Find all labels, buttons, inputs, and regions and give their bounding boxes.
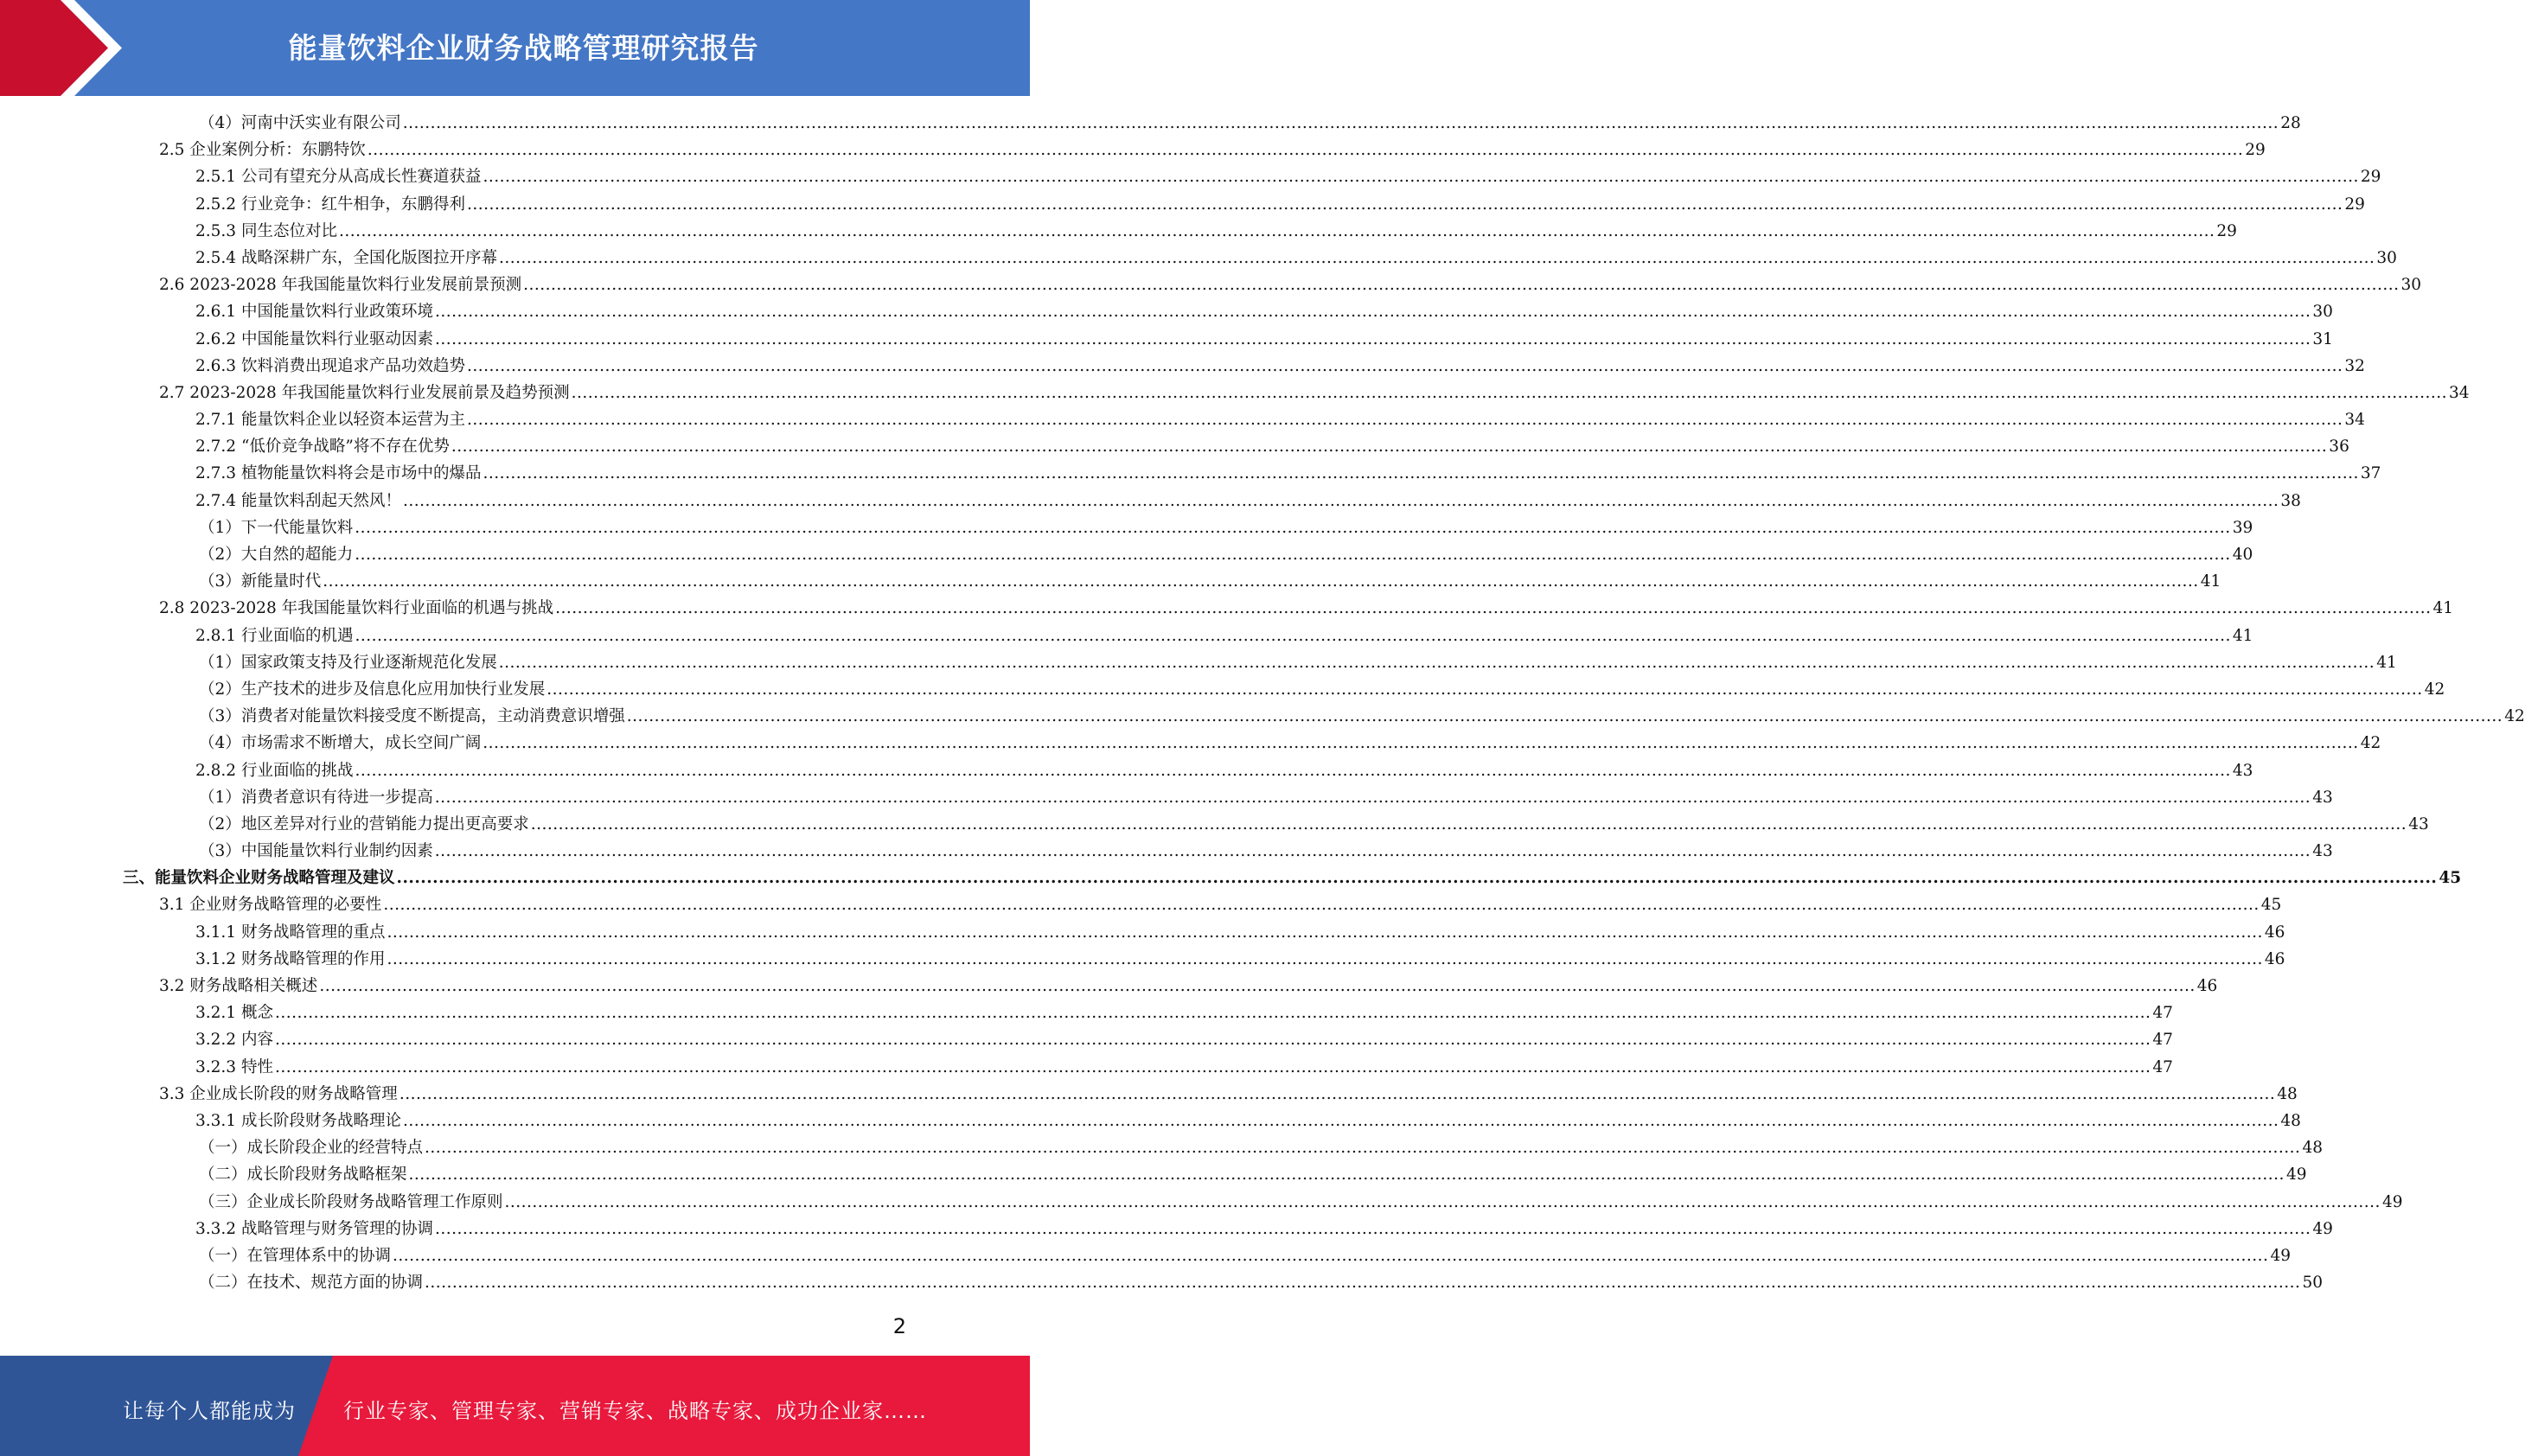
toc-entry-title: （2）生产技术的进步及信息化应用加快行业发展 xyxy=(199,680,546,699)
toc-leader-dots xyxy=(435,326,2311,353)
toc-entry[interactable] xyxy=(0,623,2253,649)
toc-entry[interactable] xyxy=(0,380,2470,406)
toc-leader-dots xyxy=(387,919,2262,946)
toc-entry[interactable] xyxy=(0,1026,2173,1053)
toc-entry-page: 41 xyxy=(2376,653,2397,672)
toc-entry[interactable] xyxy=(0,163,2381,190)
toc-entry-title: （3）消费者对能量饮料接受度不断提高，主动消费意识增强 xyxy=(199,707,625,726)
toc-leader-dots xyxy=(523,271,2399,298)
toc-entry-page: 42 xyxy=(2504,707,2525,726)
toc-entry-title: 2.6.3 饮料消费出现追求产品功效趋势 xyxy=(195,356,465,375)
toc-entry-page: 29 xyxy=(2344,195,2365,214)
toc-leader-dots xyxy=(355,514,2230,541)
toc-leader-dots xyxy=(383,891,2259,918)
toc-leader-dots xyxy=(339,218,2215,245)
toc-leader-dots xyxy=(499,245,2375,271)
toc-entry[interactable] xyxy=(0,137,2266,163)
toc-entry-page: 49 xyxy=(2381,1192,2403,1211)
toc-leader-dots xyxy=(355,757,2230,784)
toc-entry[interactable] xyxy=(0,460,2381,487)
toc-entry-page: 29 xyxy=(2216,221,2237,240)
toc-entry-page: 30 xyxy=(2312,303,2333,322)
toc-leader-dots xyxy=(435,298,2311,325)
toc-entry[interactable] xyxy=(0,271,2422,298)
toc-entry-page: 43 xyxy=(2232,761,2253,780)
toc-leader-dots xyxy=(451,433,2327,460)
toc-leader-dots xyxy=(435,838,2311,865)
toc-entry[interactable] xyxy=(0,676,2445,703)
toc-entry-page: 31 xyxy=(2312,329,2333,348)
toc-entry[interactable] xyxy=(0,218,2237,245)
toc-entry-title: 2.6 2023-2028 年我国能量饮料行业发展前景预测 xyxy=(159,276,522,295)
toc-entry-title: 3.2 财务战略相关概述 xyxy=(159,977,318,995)
toc-leader-dots xyxy=(403,1108,2279,1134)
toc-leader-dots xyxy=(499,649,2375,676)
toc-leader-dots xyxy=(355,541,2230,568)
toc-entry-title: （2）地区差异对行业的营销能力提出更高要求 xyxy=(199,814,529,833)
toc-entry-page: 47 xyxy=(2152,1057,2173,1076)
toc-entry-page: 42 xyxy=(2424,680,2445,699)
toc-entry[interactable] xyxy=(0,326,2333,353)
toc-leader-dots xyxy=(572,380,2447,406)
toc-entry[interactable] xyxy=(0,1081,2298,1108)
toc-entry[interactable] xyxy=(0,1189,2403,1216)
toc-entry[interactable] xyxy=(0,514,2253,541)
toc-entry-page: 43 xyxy=(2312,842,2333,861)
toc-entry[interactable] xyxy=(0,353,2365,380)
toc-entry-title: （3）中国能量饮料行业制约因素 xyxy=(199,842,433,861)
toc-entry-page: 48 xyxy=(2302,1139,2323,1158)
toc-entry-title: 2.6.2 中国能量饮料行业驱动因素 xyxy=(195,329,433,348)
toc-entry-title: 3.3.1 成长阶段财务战略理论 xyxy=(195,1111,401,1130)
toc-entry-page: 46 xyxy=(2264,923,2285,942)
toc-entry-title: 3.1 企业财务战略管理的必要性 xyxy=(159,896,382,915)
toc-leader-dots xyxy=(435,784,2311,811)
toc-entry-page: 42 xyxy=(2360,734,2381,753)
report-title: 能量饮料企业财务战略管理研究报告 xyxy=(288,31,759,65)
toc-entry-page: 47 xyxy=(2152,1031,2173,1050)
toc-entry-title: 2.8 2023-2028 年我国能量饮料行业面临的机遇与挑战 xyxy=(159,599,554,618)
toc-entry[interactable] xyxy=(0,110,2301,137)
toc-entry-title: 2.5 企业案例分析：东鹏特饮 xyxy=(159,141,366,160)
toc-entry[interactable] xyxy=(0,541,2253,568)
toc-entry-page: 38 xyxy=(2280,491,2301,510)
toc-entry-page: 47 xyxy=(2152,1004,2173,1023)
toc-leader-dots xyxy=(425,1134,2300,1161)
toc-entry-page: 41 xyxy=(2200,572,2221,591)
toc-entry[interactable] xyxy=(0,1269,2323,1296)
toc-entry[interactable] xyxy=(0,946,2285,973)
toc-entry[interactable] xyxy=(0,999,2173,1026)
toc-leader-dots xyxy=(555,595,2431,622)
toc-entry-title: 3.1.2 财务战略管理的作用 xyxy=(195,949,386,968)
toc-entry[interactable] xyxy=(0,488,2301,514)
toc-entry-title: 3.2.3 特性 xyxy=(195,1057,273,1076)
toc-leader-dots xyxy=(275,1026,2151,1053)
toc-entry[interactable] xyxy=(0,1216,2333,1242)
toc-entry-title: （4）市场需求不断增大，成长空间广阔 xyxy=(199,734,482,753)
toc-entry-title: 2.5.4 战略深耕广东，全国化版图拉开序幕 xyxy=(195,248,497,267)
toc-entry-page: 36 xyxy=(2329,437,2349,457)
toc-entry-title: （1）下一代能量饮料 xyxy=(199,518,354,537)
toc-entry-page: 41 xyxy=(2232,626,2253,645)
toc-leader-dots xyxy=(275,999,2151,1026)
toc-entry-page: 32 xyxy=(2344,356,2365,375)
toc-entry-title: （2）大自然的超能力 xyxy=(199,546,354,564)
toc-leader-dots xyxy=(400,1081,2275,1108)
toc-entry-title: 3.3 企业成长阶段的财务战略管理 xyxy=(159,1084,398,1103)
toc-entry-page: 43 xyxy=(2312,788,2333,807)
toc-entry-page: 39 xyxy=(2232,518,2253,537)
toc-entry-page: 50 xyxy=(2302,1274,2323,1293)
toc-leader-dots xyxy=(483,460,2358,487)
toc-entry-page: 29 xyxy=(2360,168,2381,187)
toc-entry[interactable] xyxy=(0,730,2381,757)
toc-entry[interactable] xyxy=(0,568,2221,595)
toc-leader-dots xyxy=(319,973,2195,999)
toc-entry[interactable] xyxy=(0,1054,2173,1081)
toc-leader-dots xyxy=(425,1269,2300,1296)
toc-entry[interactable] xyxy=(0,1108,2301,1134)
toc-entry[interactable] xyxy=(0,703,2525,730)
toc-entry-page: 49 xyxy=(2285,1165,2307,1185)
toc-entry[interactable] xyxy=(0,973,2218,999)
toc-entry-page: 29 xyxy=(2245,141,2266,160)
toc-entry-title: 2.6.1 中国能量饮料行业政策环境 xyxy=(195,303,433,322)
page-footer xyxy=(0,1356,1030,1456)
toc-leader-dots xyxy=(483,730,2358,757)
toc-entry-title: （1）国家政策支持及行业逐渐规范化发展 xyxy=(199,653,497,672)
toc-entry[interactable] xyxy=(0,811,2429,838)
toc-leader-dots xyxy=(368,137,2243,163)
toc-leader-dots xyxy=(531,811,2407,838)
toc-leader-dots xyxy=(409,1161,2285,1188)
toc-entry-title: 3.1.1 财务战略管理的重点 xyxy=(195,923,386,942)
toc-entry-page: 30 xyxy=(2376,248,2397,267)
toc-entry-title: 2.7.3 植物能量饮料将会是市场中的爆品 xyxy=(195,464,482,483)
toc-leader-dots xyxy=(483,163,2358,190)
page-header xyxy=(0,0,1030,96)
toc-leader-dots xyxy=(323,568,2198,595)
toc-entry[interactable] xyxy=(0,191,2365,218)
toc-entry[interactable] xyxy=(0,406,2365,433)
footer-slogan-right: 行业专家、管理专家、营销专家、战略专家、成功企业家…… xyxy=(343,1399,927,1423)
toc-leader-dots xyxy=(467,191,2343,218)
toc-leader-dots xyxy=(403,488,2279,514)
toc-entry-page: 41 xyxy=(2432,599,2454,618)
toc-entry[interactable] xyxy=(0,1134,2323,1161)
toc-entry-title: 2.7.2 “低价竞争战略”将不存在优势 xyxy=(195,437,450,457)
toc-leader-dots xyxy=(467,406,2343,433)
toc-entry[interactable] xyxy=(0,919,2285,946)
toc-entry-title: （4）河南中沃实业有限公司 xyxy=(199,114,401,132)
toc-entry-title: 2.7 2023-2028 年我国能量饮料行业发展前景及趋势预测 xyxy=(159,383,570,402)
toc-entry-page: 45 xyxy=(2260,896,2282,915)
toc-entry-page: 40 xyxy=(2232,546,2253,564)
toc-leader-dots xyxy=(355,623,2230,649)
toc-entry-title: （一）在管理体系中的协调 xyxy=(199,1246,392,1265)
toc-entry-title: （一）成长阶段企业的经营特点 xyxy=(199,1139,424,1158)
toc-entry-title: 3.2.1 概念 xyxy=(195,1004,273,1023)
toc-entry-title: 2.8.2 行业面临的挑战 xyxy=(195,761,354,780)
toc-entry-title: 三、能量饮料企业财务战略管理及建议 xyxy=(123,869,395,888)
toc-entry-title: （3）新能量时代 xyxy=(199,572,322,591)
toc-leader-dots xyxy=(397,865,2438,891)
toc-leader-dots xyxy=(547,676,2422,703)
toc-entry[interactable] xyxy=(0,1161,2307,1188)
toc-entry-page: 46 xyxy=(2196,977,2218,995)
toc-entry-page: 48 xyxy=(2280,1111,2301,1130)
toc-entry-page: 49 xyxy=(2312,1219,2333,1238)
toc-entry[interactable] xyxy=(0,595,2454,622)
toc-leader-dots xyxy=(467,353,2343,380)
toc-entry-title: 2.7.1 能量饮料企业以轻资本运营为主 xyxy=(195,411,465,430)
toc-entry[interactable] xyxy=(0,757,2253,784)
toc-entry[interactable] xyxy=(0,784,2333,811)
toc-entry[interactable] xyxy=(0,298,2333,325)
footer-slogan-left: 让每个人都能成为 xyxy=(123,1399,296,1423)
toc-entry-page: 45 xyxy=(2439,869,2462,888)
toc-entry-title: 2.8.1 行业面临的机遇 xyxy=(195,626,354,645)
toc-entry-page: 34 xyxy=(2344,411,2365,430)
toc-entry-page: 46 xyxy=(2264,949,2285,968)
toc-entry-page: 43 xyxy=(2408,814,2429,833)
toc-entry-title: 2.5.2 行业竞争：红牛相争，东鹏得利 xyxy=(195,195,465,214)
toc-entry[interactable] xyxy=(0,1242,2291,1269)
toc-entry-title: 2.7.4 能量饮料刮起天然风！ xyxy=(195,491,401,510)
toc-leader-dots xyxy=(393,1242,2268,1269)
toc-leader-dots xyxy=(403,110,2279,137)
toc-leader-dots xyxy=(627,703,2503,730)
toc-entry-title: （1）消费者意识有待进一步提高 xyxy=(199,788,433,807)
toc-entry-page: 30 xyxy=(2400,276,2422,295)
toc-entry[interactable] xyxy=(0,838,2333,865)
toc-entry-title: 3.3.2 战略管理与财务管理的协调 xyxy=(195,1219,433,1238)
toc-entry[interactable] xyxy=(0,245,2397,271)
toc-entry-page: 49 xyxy=(2270,1246,2291,1265)
table-of-contents xyxy=(0,110,2525,1296)
toc-entry-title: （三）企业成长阶段财务战略管理工作原则 xyxy=(199,1192,503,1211)
toc-entry-page: 28 xyxy=(2280,114,2301,132)
toc-entry-title: 2.5.3 同生态位对比 xyxy=(195,221,337,240)
toc-entry-page: 34 xyxy=(2449,383,2470,402)
toc-entry-title: （二）成长阶段财务战略框架 xyxy=(199,1165,407,1185)
toc-leader-dots xyxy=(275,1054,2151,1081)
toc-leader-dots xyxy=(435,1216,2311,1242)
toc-entry-title: （二）在技术、规范方面的协调 xyxy=(199,1274,424,1293)
toc-entry[interactable] xyxy=(0,865,2462,891)
toc-entry[interactable] xyxy=(0,433,2349,460)
toc-entry[interactable] xyxy=(0,649,2397,676)
toc-entry-page: 37 xyxy=(2360,464,2381,483)
toc-entry-title: 2.5.1 公司有望充分从高成长性赛道获益 xyxy=(195,168,482,187)
toc-entry-title: 3.2.2 内容 xyxy=(195,1031,273,1050)
page-number: 2 xyxy=(892,1314,906,1338)
toc-entry[interactable] xyxy=(0,891,2282,918)
toc-leader-dots xyxy=(505,1189,2381,1216)
toc-leader-dots xyxy=(387,946,2262,973)
toc-entry-page: 48 xyxy=(2277,1084,2298,1103)
